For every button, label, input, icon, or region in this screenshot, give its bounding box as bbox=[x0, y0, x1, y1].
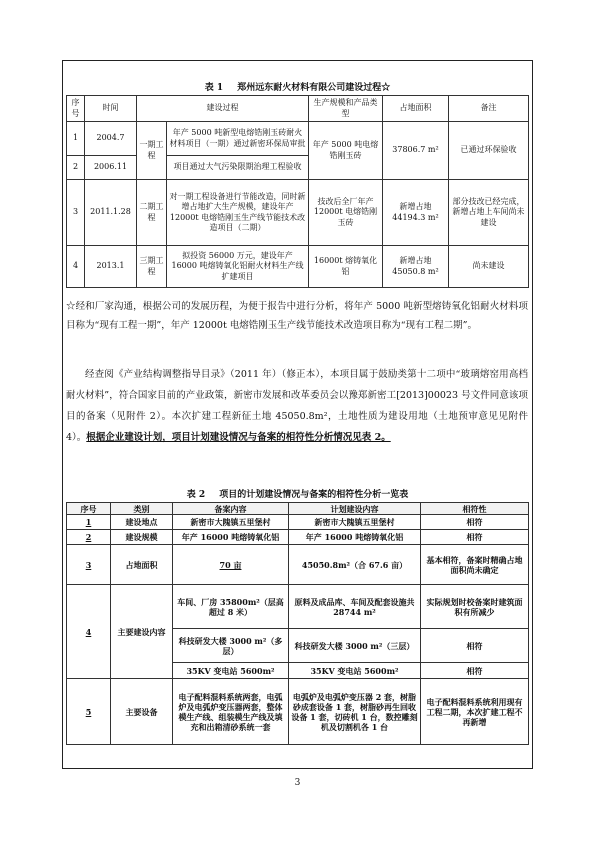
cell-no: 4 bbox=[67, 246, 85, 288]
cell-note: 尚未建设 bbox=[449, 246, 529, 288]
cell-filed: 70 亩 bbox=[173, 545, 289, 585]
cell-phase: 二期工程 bbox=[137, 180, 167, 246]
table2-caption bbox=[62, 487, 533, 500]
cell-filed: 年产 16000 吨熔铸氧化铝 bbox=[173, 530, 289, 545]
filing-consistency-table bbox=[66, 502, 529, 745]
table-header-row bbox=[67, 96, 529, 122]
header-cell: 相符性 bbox=[421, 503, 529, 515]
body-text: 经查阅《产业结构调整指导目录》（2011 年）（修正本），本项目属于鼓励类第十二项中“玻璃熔窑用高档耐火材料”，符合国家目前的产业政策，新密市发展和改革委员会以豫郑新密工[2013]00023 号文件同意该项目的备案（见附件 2）。本次扩建工程新征土地 45050.8m²，土地性质为建设用地（土地预审意见见附件 4）。 bbox=[66, 369, 528, 443]
cell-no: 3 bbox=[67, 545, 111, 585]
cell-filed: 35KV 变电站 5600m² bbox=[173, 663, 289, 679]
cell-category: 占地面积 bbox=[111, 545, 173, 585]
cell-filed: 车间、厂房 35800m²（层高超过 8 米） bbox=[173, 585, 289, 629]
cell-plan: 科技研发大楼 3000 m²（三层） bbox=[289, 629, 421, 663]
cell-plan: 新密市大隗镇五里堡村 bbox=[289, 515, 421, 530]
table1-caption bbox=[62, 80, 533, 93]
cell-no: 4 bbox=[67, 585, 111, 679]
table-row bbox=[67, 679, 529, 745]
cell-plan: 45050.8m²（合 67.6 亩） bbox=[289, 545, 421, 585]
footnote-text: ☆经和厂家沟通，根据公司的发展历程，为便于报告中进行分析，将年产 5000 吨新型熔铸氧化铝耐火材料项目称为“现有工程一期”，年产 12000t 电熔锆刚玉生产线节能技术改造项目称为“现有工程二期”。 bbox=[66, 301, 528, 331]
cell-match: 相符 bbox=[421, 530, 529, 545]
table2-caption-text: 项目的计划建设情况与备案的相符性分析一览表 bbox=[219, 490, 409, 500]
table-row bbox=[67, 530, 529, 545]
cell-filed: 电子配料混料系统两套，电弧炉及电弧炉变压器两套，整体模生产线、组装模生产线及填充和出箱清砂系统一套 bbox=[173, 679, 289, 745]
table-row bbox=[67, 246, 529, 288]
cell-area: 新增占地 44194.3 m² bbox=[383, 180, 449, 246]
frame-right-line bbox=[532, 60, 533, 769]
cell-note: 部分技改已经完成，新增占地上车间尚未建设 bbox=[449, 180, 529, 246]
cell-no: 1 bbox=[67, 122, 85, 156]
table-row bbox=[67, 585, 529, 629]
cell-time: 2013.1 bbox=[85, 246, 137, 288]
header-cell: 生产规模和产品类型 bbox=[309, 96, 383, 122]
frame-bottom-line bbox=[62, 768, 533, 769]
table-row bbox=[67, 515, 529, 530]
cell-phase: 三期工程 bbox=[137, 246, 167, 288]
cell-plan: 电弧炉及电弧炉变压器 2 套，树脂砂成套设备 1 套，树脂砂再生回收设备 1 套，切砖机 1 台，数控雕刻机及切割机各 1 台 bbox=[289, 679, 421, 745]
cell-match: 相符 bbox=[421, 663, 529, 679]
table1-caption-number: 表 1 bbox=[204, 83, 224, 93]
header-cell: 序号 bbox=[67, 503, 111, 515]
cell-area: 37806.7 m² bbox=[383, 122, 449, 180]
cell-category: 主要建设内容 bbox=[111, 585, 173, 679]
frame-left-line bbox=[62, 60, 63, 769]
header-cell: 序号 bbox=[67, 96, 85, 122]
cell-no: 2 bbox=[67, 530, 111, 545]
cell-process: 项目通过大气污染限期治理工程验收 bbox=[167, 156, 309, 180]
cell-category: 主要设备 bbox=[111, 679, 173, 745]
cell-category: 建设地点 bbox=[111, 515, 173, 530]
cell-plan: 原料及成品库、车间及配套设施共 28744 m² bbox=[289, 585, 421, 629]
cell-time: 2004.7 bbox=[85, 122, 137, 156]
cell-filed: 科技研发大楼 3000 m²（多层） bbox=[173, 629, 289, 663]
page-number: 3 bbox=[294, 778, 301, 788]
cell-no: 2 bbox=[67, 156, 85, 180]
cell-plan: 年产 16000 吨熔铸氧化铝 bbox=[289, 530, 421, 545]
cell-match: 相符 bbox=[421, 629, 529, 663]
header-cell: 计划建设内容 bbox=[289, 503, 421, 515]
cell-time: 2011.1.28 bbox=[85, 180, 137, 246]
header-cell: 建设过程 bbox=[137, 96, 309, 122]
cell-category: 建设规模 bbox=[111, 530, 173, 545]
cell-scale: 16000t 熔铸氧化铝 bbox=[309, 246, 383, 288]
cell-note: 已通过环保验收 bbox=[449, 122, 529, 180]
header-cell: 时间 bbox=[85, 96, 137, 122]
table-header-row bbox=[67, 503, 529, 515]
cell-filed: 新密市大隗镇五里堡村 bbox=[173, 515, 289, 530]
cell-no: 5 bbox=[67, 679, 111, 745]
cell-process: 对一期工程设备进行节能改造，同时新增占地扩大生产规模，建设年产 12000t 电熔锆刚玉生产线节能技术改造项目（二期） bbox=[167, 180, 309, 246]
cell-match: 相符 bbox=[421, 515, 529, 530]
cell-match: 电子配料混料系统利用现有工程二期，本次扩建工程不再新增 bbox=[421, 679, 529, 745]
body-emphasis-text: 根据企业建设计划，项目计划建设情况与备案的相符性分析情况见表 2。 bbox=[86, 432, 391, 443]
cell-plan: 35KV 变电站 5600m² bbox=[289, 663, 421, 679]
cell-area: 新增占地 45050.8 m² bbox=[383, 246, 449, 288]
cell-scale: 年产 5000 吨电熔锆刚玉砖 bbox=[309, 122, 383, 180]
cell-no: 3 bbox=[67, 180, 85, 246]
cell-phase: 一期工程 bbox=[137, 122, 167, 180]
cell-match: 基本相符，备案时精确占地面积尚未确定 bbox=[421, 545, 529, 585]
construction-history-table bbox=[66, 95, 529, 288]
table-row bbox=[67, 180, 529, 246]
cell-scale: 技改后全厂年产 12000t 电熔锆刚玉砖 bbox=[309, 180, 383, 246]
footnote-paragraph bbox=[66, 297, 528, 335]
header-cell: 备案内容 bbox=[173, 503, 289, 515]
table-row bbox=[67, 545, 529, 585]
cell-no: 1 bbox=[67, 515, 111, 530]
cell-process: 拟投资 56000 万元，建设年产 16000 吨熔铸氧化铝耐火材料生产线扩建项目 bbox=[167, 246, 309, 288]
table1-caption-text: 郑州远东耐火材料有限公司建设过程☆ bbox=[237, 83, 391, 93]
cell-time: 2006.11 bbox=[85, 156, 137, 180]
body-paragraph bbox=[66, 364, 528, 448]
frame-top-line bbox=[62, 60, 533, 61]
cell-process: 年产 5000 吨新型电熔锆刚玉砖耐火材料项目（一期）通过新密环保局审批 bbox=[167, 122, 309, 156]
table2-caption-number: 表 2 bbox=[186, 490, 206, 500]
header-cell: 备注 bbox=[449, 96, 529, 122]
cell-match: 实际规划时校备案时建筑面积有所减少 bbox=[421, 585, 529, 629]
header-cell: 占地面积 bbox=[383, 96, 449, 122]
header-cell: 类别 bbox=[111, 503, 173, 515]
table-row bbox=[67, 122, 529, 156]
